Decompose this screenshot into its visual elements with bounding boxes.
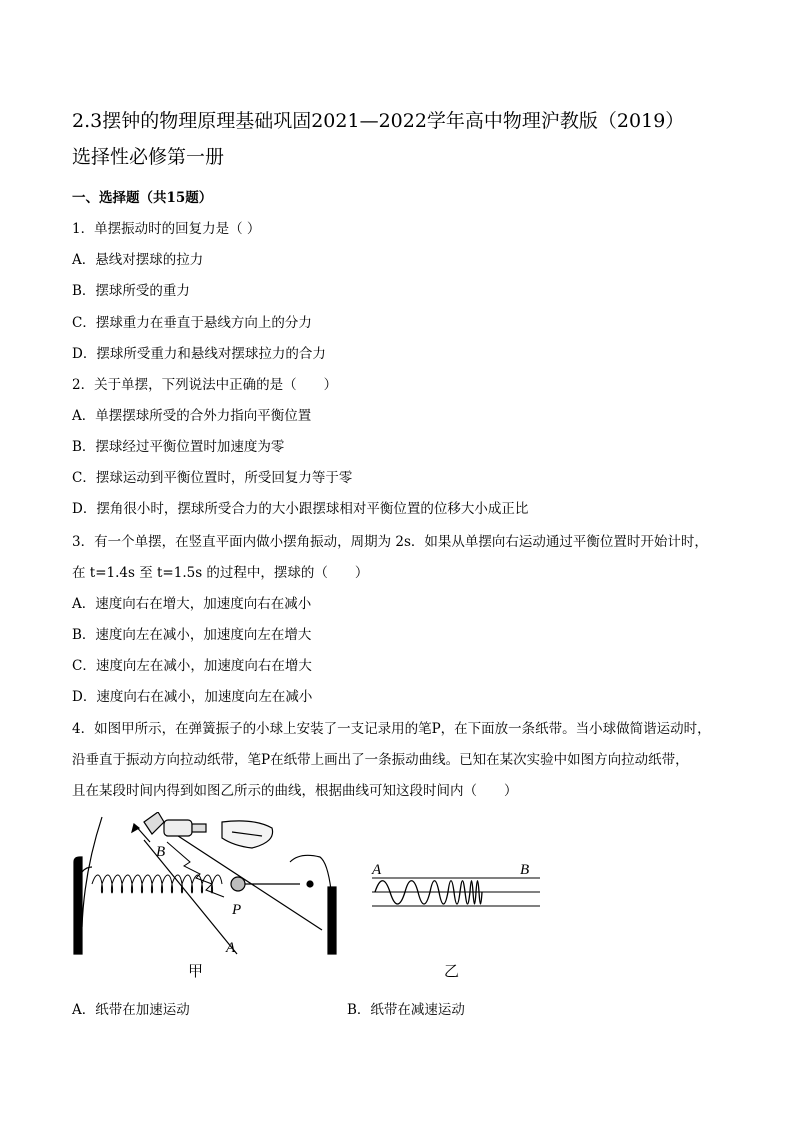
q1-option-d: D．摆球所受重力和悬线对摆球拉力的合力 [72, 346, 326, 362]
figure-spring-oscillator [72, 812, 552, 986]
q2-option-a: A．单摆摆球所受的合外力指向平衡位置 [72, 408, 312, 424]
q3-stem-line-2: 在 t=1.4s 至 t=1.5s 的过程中，摆球的（ ） [72, 565, 369, 581]
q2-stem: 2．关于单摆，下列说法中正确的是（ ） [72, 377, 338, 393]
q3-option-d: D．速度向右在减小，加速度向左在减小 [72, 689, 313, 705]
label-a-left: A [226, 940, 236, 956]
figure-drawing [72, 812, 552, 982]
q4-option-a: A．纸带在加速运动 [72, 1002, 190, 1018]
q1-option-b: B．摆球所受的重力 [72, 283, 190, 299]
caption-yi: 乙 [444, 962, 460, 980]
caption-jia: 甲 [188, 962, 204, 980]
q4-stem-line-1: 4．如图甲所示，在弹簧振子的小球上安装了一支记录用的笔P，在下面放一条纸带。当小球做简谐运动时， [72, 721, 711, 737]
q3-option-a: A．速度向右在增大，加速度向右在减小 [72, 596, 312, 612]
q2-option-c: C．摆球运动到平衡位置时，所受回复力等于零 [72, 470, 353, 486]
q1-option-c: C．摆球重力在垂直于悬线方向上的分力 [72, 315, 312, 331]
section-heading: 一、选择题（共15题） [72, 190, 213, 206]
label-b-left: B [156, 844, 166, 860]
q4-stem-line-3: 且在某段时间内得到如图乙所示的曲线，根据曲线可知这段时间内（ ） [72, 783, 518, 799]
q4-option-b: B．纸带在减速运动 [347, 1002, 465, 1018]
document-title [72, 103, 752, 175]
q1-stem: 1．单摆振动时的回复力是（ ） [72, 221, 261, 237]
q4-stem-line-2: 沿垂直于振动方向拉动纸带，笔P在纸带上画出了一条振动曲线。已知在某次实验中如图方向拉动纸带， [72, 752, 689, 768]
q3-option-b: B．速度向左在减小，加速度向左在增大 [72, 627, 312, 643]
q3-stem-line-1: 3．有一个单摆，在竖直平面内做小摆角振动，周期为 2s．如果从单摆向右运动通过平衡位置时开始计时， [72, 534, 708, 550]
spring [92, 875, 222, 893]
label-b-right: B [520, 862, 530, 878]
q2-option-d: D．摆角很小时，摆球所受合力的大小跟摆球相对平衡位置的位移大小成正比 [72, 501, 529, 517]
q1-option-a: A．悬线对摆球的拉力 [72, 252, 204, 268]
label-a-right: A [372, 862, 382, 878]
diagram-right [372, 878, 540, 906]
title-line-2: 选择性必修第一册 [72, 146, 225, 168]
diagram-left [74, 812, 336, 954]
title-line-1: 2.3摆钟的物理原理基础巩固2021—2022学年高中物理沪教版（2019） [72, 110, 685, 132]
label-p: P [232, 902, 242, 918]
q2-option-b: B．摆球经过平衡位置时加速度为零 [72, 439, 285, 455]
q3-option-c: C．速度向左在减小，加速度向右在增大 [72, 658, 312, 674]
